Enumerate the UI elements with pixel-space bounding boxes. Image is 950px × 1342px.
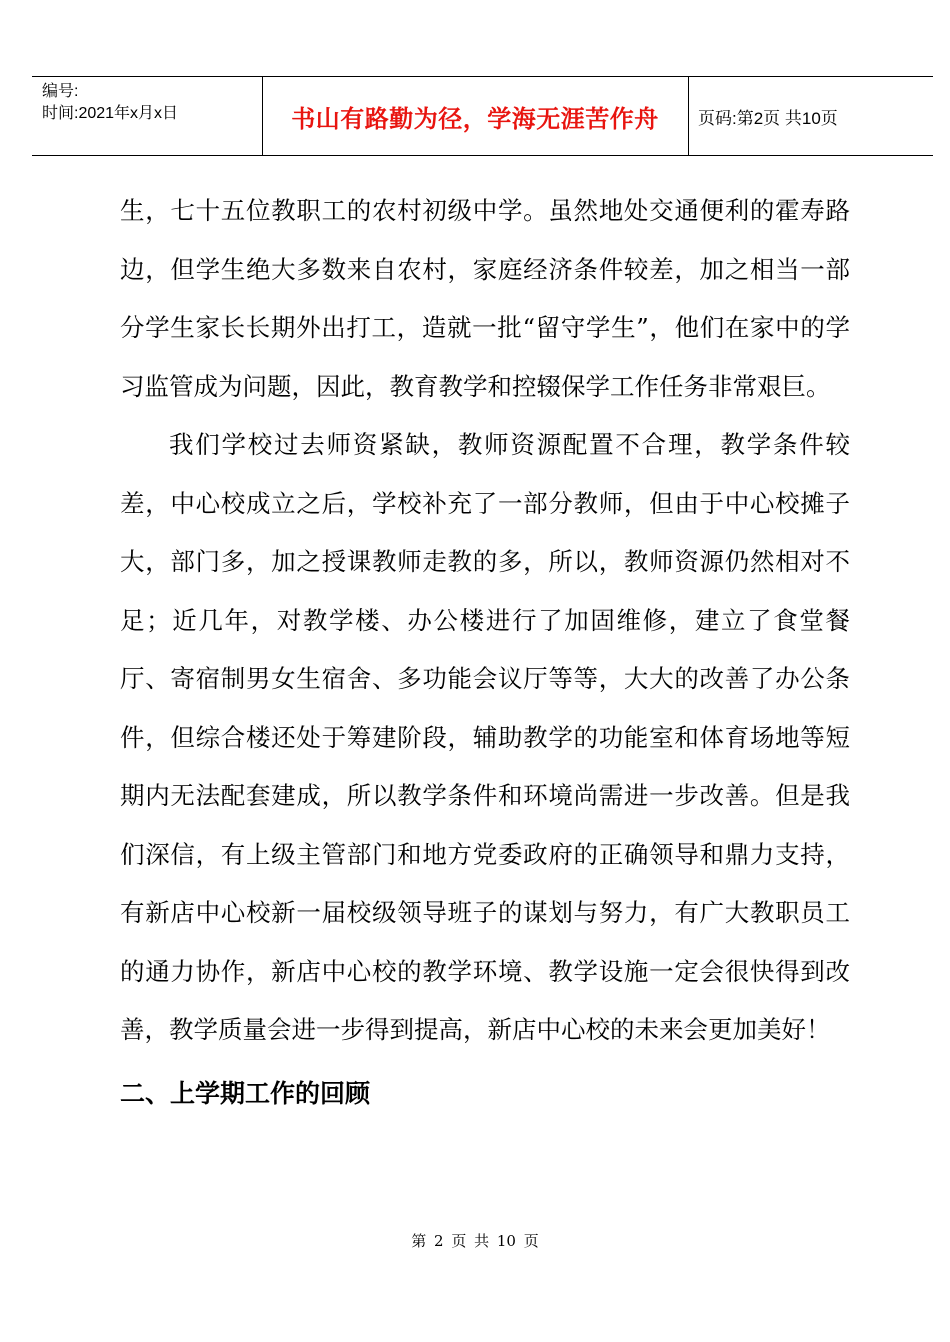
serial-number-label: 编号: <box>42 83 79 100</box>
page-footer: 第 2 页 共 10 页 <box>411 1232 539 1250</box>
body-paragraph-2: 我们学校过去师资紧缺，教师资源配置不合理，教学条件较差，中心校成立之后，学校补充了一部分教师，但由于中心校摊子大，部门多，加之授课教师走教的多，所以，教师资源仍然相对不足；近几年，对教学楼、办公楼进行了加固维修，建立了食堂餐厅、寄宿制男女生宿舍、多功能会议厅等等，大大的改善了办公条件，但综合楼还处于筹建阶段，辅助教学的功能室和体育场地等短期内无法配套建成，所以教学条件和环境尚需进一步改善。但是我们深信，有上级主管部门和地方党委政府的正确领导和鼎力支持，有新店中心校新一届校级领导班子的谋划与努力，有广大教职员工的通力协作，新店中心校的教学环境、教学设施一定会很快得到改善，教学质量会进一步得到提高，新店中心校的未来会更加美好！ <box>120 430 850 1044</box>
header-motto: 书山有路勤为径，学海无涯苦作舟 <box>291 104 659 133</box>
header-meta <box>42 81 178 125</box>
document-body <box>120 182 850 1123</box>
section-heading: 二、上学期工作的回顾 <box>120 1078 371 1108</box>
header-divider-right <box>688 77 689 155</box>
header-page-number: 页码:第2页 共10页 <box>698 108 838 128</box>
body-paragraph-1: 生，七十五位教职工的农村初级中学。虽然地处交通便利的霍寿路边，但学生绝大多数来自农村，家庭经济条件较差，加之相当一部分学生家长长期外出打工，造就一批“留守学生”，他们在家中的学习监管成为问题，因此，教育教学和控辍保学工作任务非常艰巨。 <box>120 196 850 401</box>
date-label: 时间:2021年x月x日 <box>42 105 179 122</box>
page-header <box>32 76 933 156</box>
